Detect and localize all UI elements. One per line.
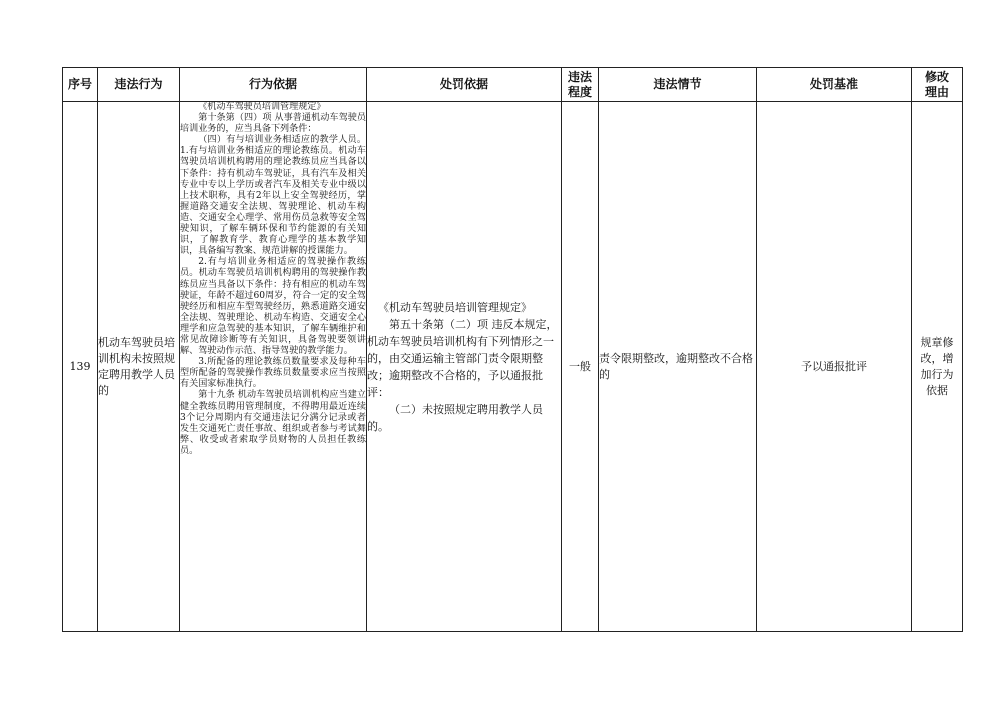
regulation-table — [62, 67, 963, 632]
cell-degree: 一般 — [562, 102, 599, 632]
basis-item-4: （四）有与培训业务相适应的教学人员。1.有与培训业务相适应的理论教练员。机动车驾驶员培训机构聘用的理论教练员应当具备以下条件：持有机动车驾驶证，具有汽车及相关专业中专以上学历或者汽车及相关专业中级以上技术职称，具有2年以上安全驾驶经历，掌握道路交通安全法规、驾驶理论、机动车构造、交通安全心理学、常用伤员急救等安全驾驶知识，了解车辆环保和节约能源的有关知识，了解教育学、教育心理学的基本教学知识，具备编写教案、规范讲解的授课能力。 — [180, 135, 366, 257]
penalty-article-50: 第五十条第（二）项 违反本规定，机动车驾驶员培训机构有下列情形之一的，由交通运输主管部门责令限期整改；逾期整改不合格的，予以通报批评： — [367, 317, 558, 399]
cell-penalty-basis — [367, 102, 562, 632]
header-basis: 行为依据 — [180, 68, 367, 102]
header-penalty-basis: 处罚依据 — [367, 68, 562, 102]
basis-article-19: 第十九条 机动车驾驶员培训机构应当建立健全教练员聘用管理制度，不得聘用最近连续3个记分周期内有交通违法记分满分记录或者发生交通死亡责任事故、组织或者参与考试舞弊、收受或者索取学员财物的人员担任教练员。 — [180, 390, 366, 456]
cell-standard: 予以通报批评 — [757, 102, 912, 632]
basis-item-2: 2.有与培训业务相适应的驾驶操作教练员。机动车驾驶员培训机构聘用的驾驶操作教练员应当具备以下条件：持有相应的机动车驾驶证，年龄不超过60周岁，符合一定的安全驾驶经历和相应车型驾驶经历，熟悉道路交通安全法规、驾驶理论、机动车构造、交通安全心理学和应急驾驶的基本知识，了解车辆维护和常见故障诊断等有关知识，具备驾驶要领讲解、驾驶动作示范、指导驾驶的教学能力。 — [180, 257, 366, 357]
header-no: 序号 — [63, 68, 98, 102]
cell-no: 139 — [63, 102, 98, 632]
header-behavior: 违法行为 — [98, 68, 180, 102]
penalty-title: 《机动车驾驶员培训管理规定》 — [378, 300, 532, 314]
penalty-item-2: （二）未按照规定聘用教学人员的。 — [367, 402, 543, 433]
header-row — [63, 68, 963, 102]
basis-item-3: 3.所配备的理论教练员数量要求及每种车型所配备的驾驶操作教练员数量要求应当按照有关国家标准执行。 — [180, 357, 366, 390]
header-standard: 处罚基准 — [757, 68, 912, 102]
cell-reason: 规章修改，增加行为依据 — [912, 102, 963, 632]
header-reason: 修改理由 — [912, 68, 963, 102]
table-row — [63, 102, 963, 632]
header-circumstance: 违法情节 — [599, 68, 757, 102]
basis-title: 《机动车驾驶员培训管理规定》 — [198, 102, 326, 112]
basis-article-10: 第十条第（四）项 从事普通机动车驾驶员培训业务的，应当具备下列条件： — [180, 113, 366, 135]
cell-circumstance: 责令限期整改，逾期整改不合格的 — [599, 102, 757, 632]
cell-basis — [180, 102, 367, 632]
header-degree: 违法程度 — [562, 68, 599, 102]
cell-behavior: 机动车驾驶员培训机构未按照规定聘用教学人员的 — [98, 102, 180, 632]
